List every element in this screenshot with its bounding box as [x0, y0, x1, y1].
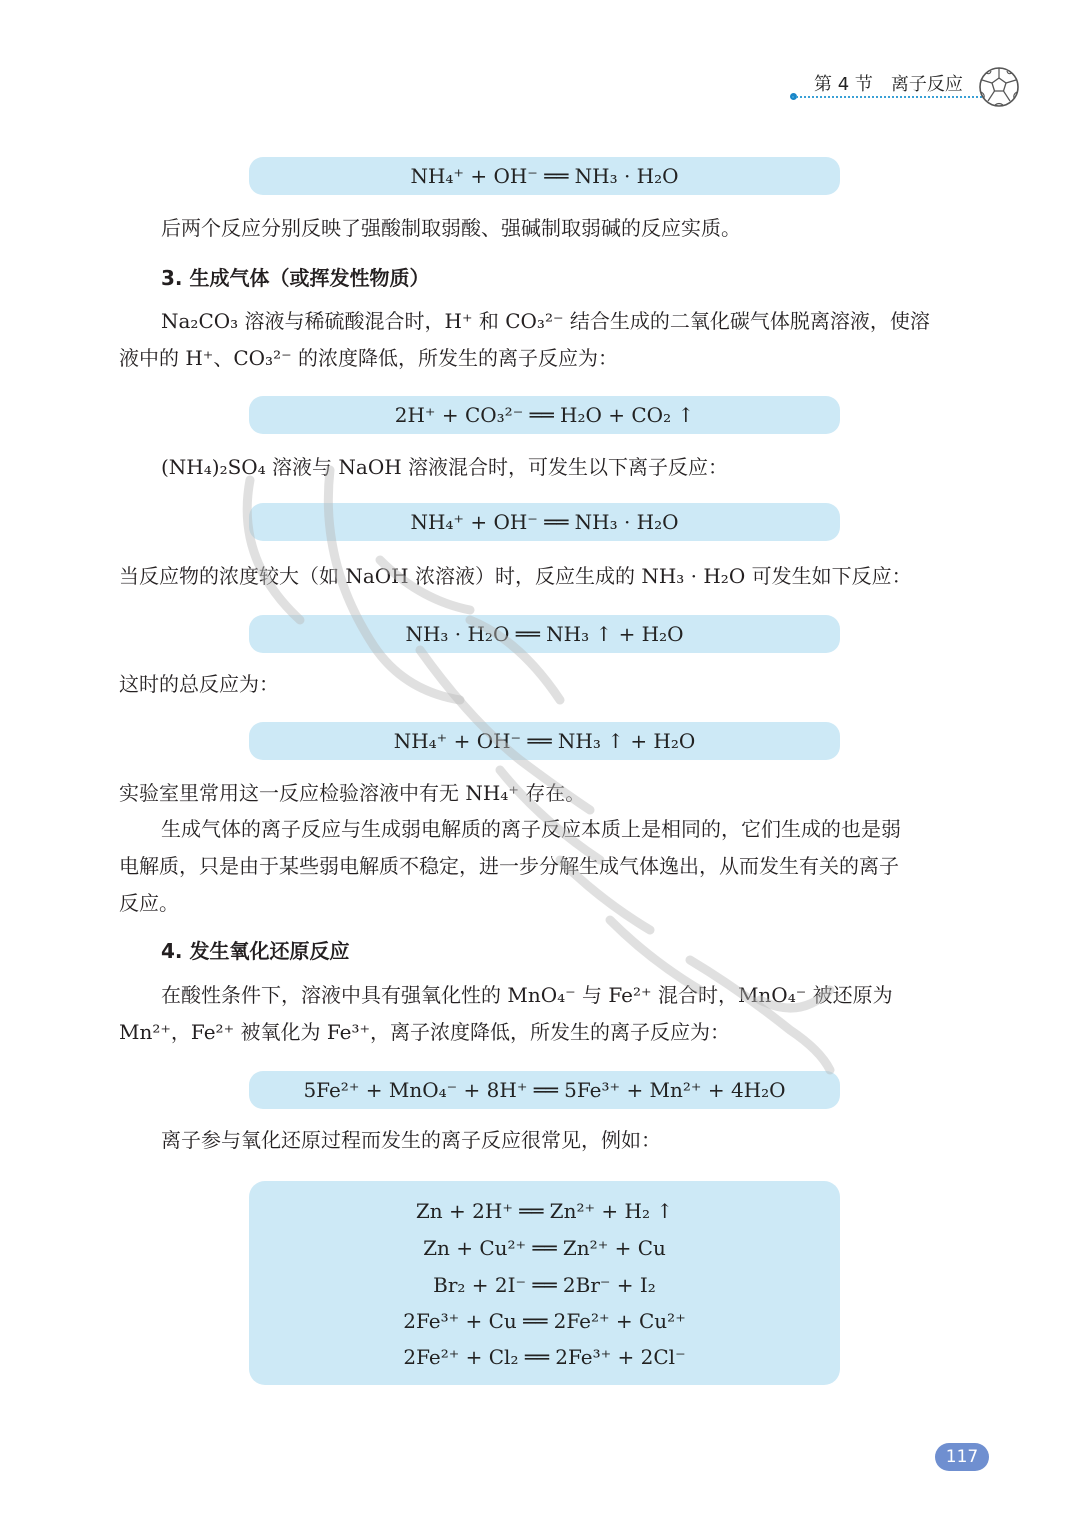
equation: NH₃ · H₂O ══ NH₃ ↑ + H₂O [405, 622, 684, 646]
fullerene-icon [978, 66, 1020, 108]
equation: NH₄⁺ + OH⁻ ══ NH₃ ↑ + H₂O [393, 729, 696, 753]
paragraph: 当反应物的浓度较大（如 NaOH 浓溶液）时，反应生成的 NH₃ · H₂O 可发生如下反应： [119, 564, 912, 588]
paragraph: Na₂CO₃ 溶液与稀硫酸混合时，H⁺ 和 CO₃²⁻ 结合生成的二氧化碳气体脱离溶液，使溶 [161, 309, 930, 333]
equation-bar [249, 157, 840, 195]
equation-bar [249, 1071, 840, 1109]
equation-bar [249, 615, 840, 653]
example-equation: Zn + Cu²⁺ ══ Zn²⁺ + Cu [423, 1236, 666, 1260]
header-rule [792, 96, 982, 98]
equation-bar [249, 722, 840, 760]
paragraph: (NH₄)₂SO₄ 溶液与 NaOH 溶液混合时，可发生以下离子反应： [161, 455, 729, 479]
page-number-badge [935, 1443, 989, 1471]
equation: 5Fe²⁺ + MnO₄⁻ + 8H⁺ ══ 5Fe³⁺ + Mn²⁺ + 4H₂O [303, 1078, 786, 1102]
equation-bar [249, 396, 840, 434]
equation: 2H⁺ + CO₃²⁻ ══ H₂O + CO₂ ↑ [394, 403, 695, 427]
example-equation: 2Fe²⁺ + Cl₂ ══ 2Fe³⁺ + 2Cl⁻ [403, 1345, 686, 1369]
equation-bar [249, 503, 840, 541]
paragraph: 反应。 [119, 891, 179, 915]
paragraph: 这时的总反应为： [119, 672, 279, 696]
paragraph: 在酸性条件下，溶液中具有强氧化性的 MnO₄⁻ 与 Fe²⁺ 混合时，MnO₄⁻ 被还原为 [161, 983, 893, 1007]
paragraph: 生成气体的离子反应与生成弱电解质的离子反应本质上是相同的，它们生成的也是弱 [161, 817, 901, 841]
paragraph: Mn²⁺，Fe²⁺ 被氧化为 Fe³⁺，离子浓度降低，所发生的离子反应为： [119, 1020, 731, 1044]
example-equation: Zn + 2H⁺ ══ Zn²⁺ + H₂ ↑ [415, 1199, 674, 1223]
equation: NH₄⁺ + OH⁻ ══ NH₃ · H₂O [410, 510, 679, 534]
paragraph: 电解质，只是由于某些弱电解质不稳定，进一步分解生成气体逸出，从而发生有关的离子 [119, 854, 899, 878]
page-number: 117 [945, 1447, 979, 1467]
example-equations-box [249, 1181, 840, 1385]
section-heading: 3. 生成气体（或挥发性物质） [161, 266, 430, 290]
paragraph: 实验室里常用这一反应检验溶液中有无 NH₄⁺ 存在。 [119, 781, 586, 805]
example-equation: 2Fe³⁺ + Cu ══ 2Fe²⁺ + Cu²⁺ [403, 1309, 686, 1333]
paragraph: 液中的 H⁺、CO₃²⁻ 的浓度降低，所发生的离子反应为： [119, 346, 619, 370]
section-heading: 4. 发生氧化还原反应 [161, 939, 350, 963]
paragraph: 后两个反应分别反映了强酸制取弱酸、强碱制取弱碱的反应实质。 [161, 216, 741, 240]
equation: NH₄⁺ + OH⁻ ══ NH₃ · H₂O [410, 164, 679, 188]
section-title: 第 4 节 离子反应 [814, 74, 963, 95]
paragraph: 离子参与氧化还原过程而发生的离子反应很常见，例如： [161, 1128, 661, 1152]
running-header [790, 66, 1080, 102]
example-equation: Br₂ + 2I⁻ ══ 2Br⁻ + I₂ [433, 1273, 656, 1297]
